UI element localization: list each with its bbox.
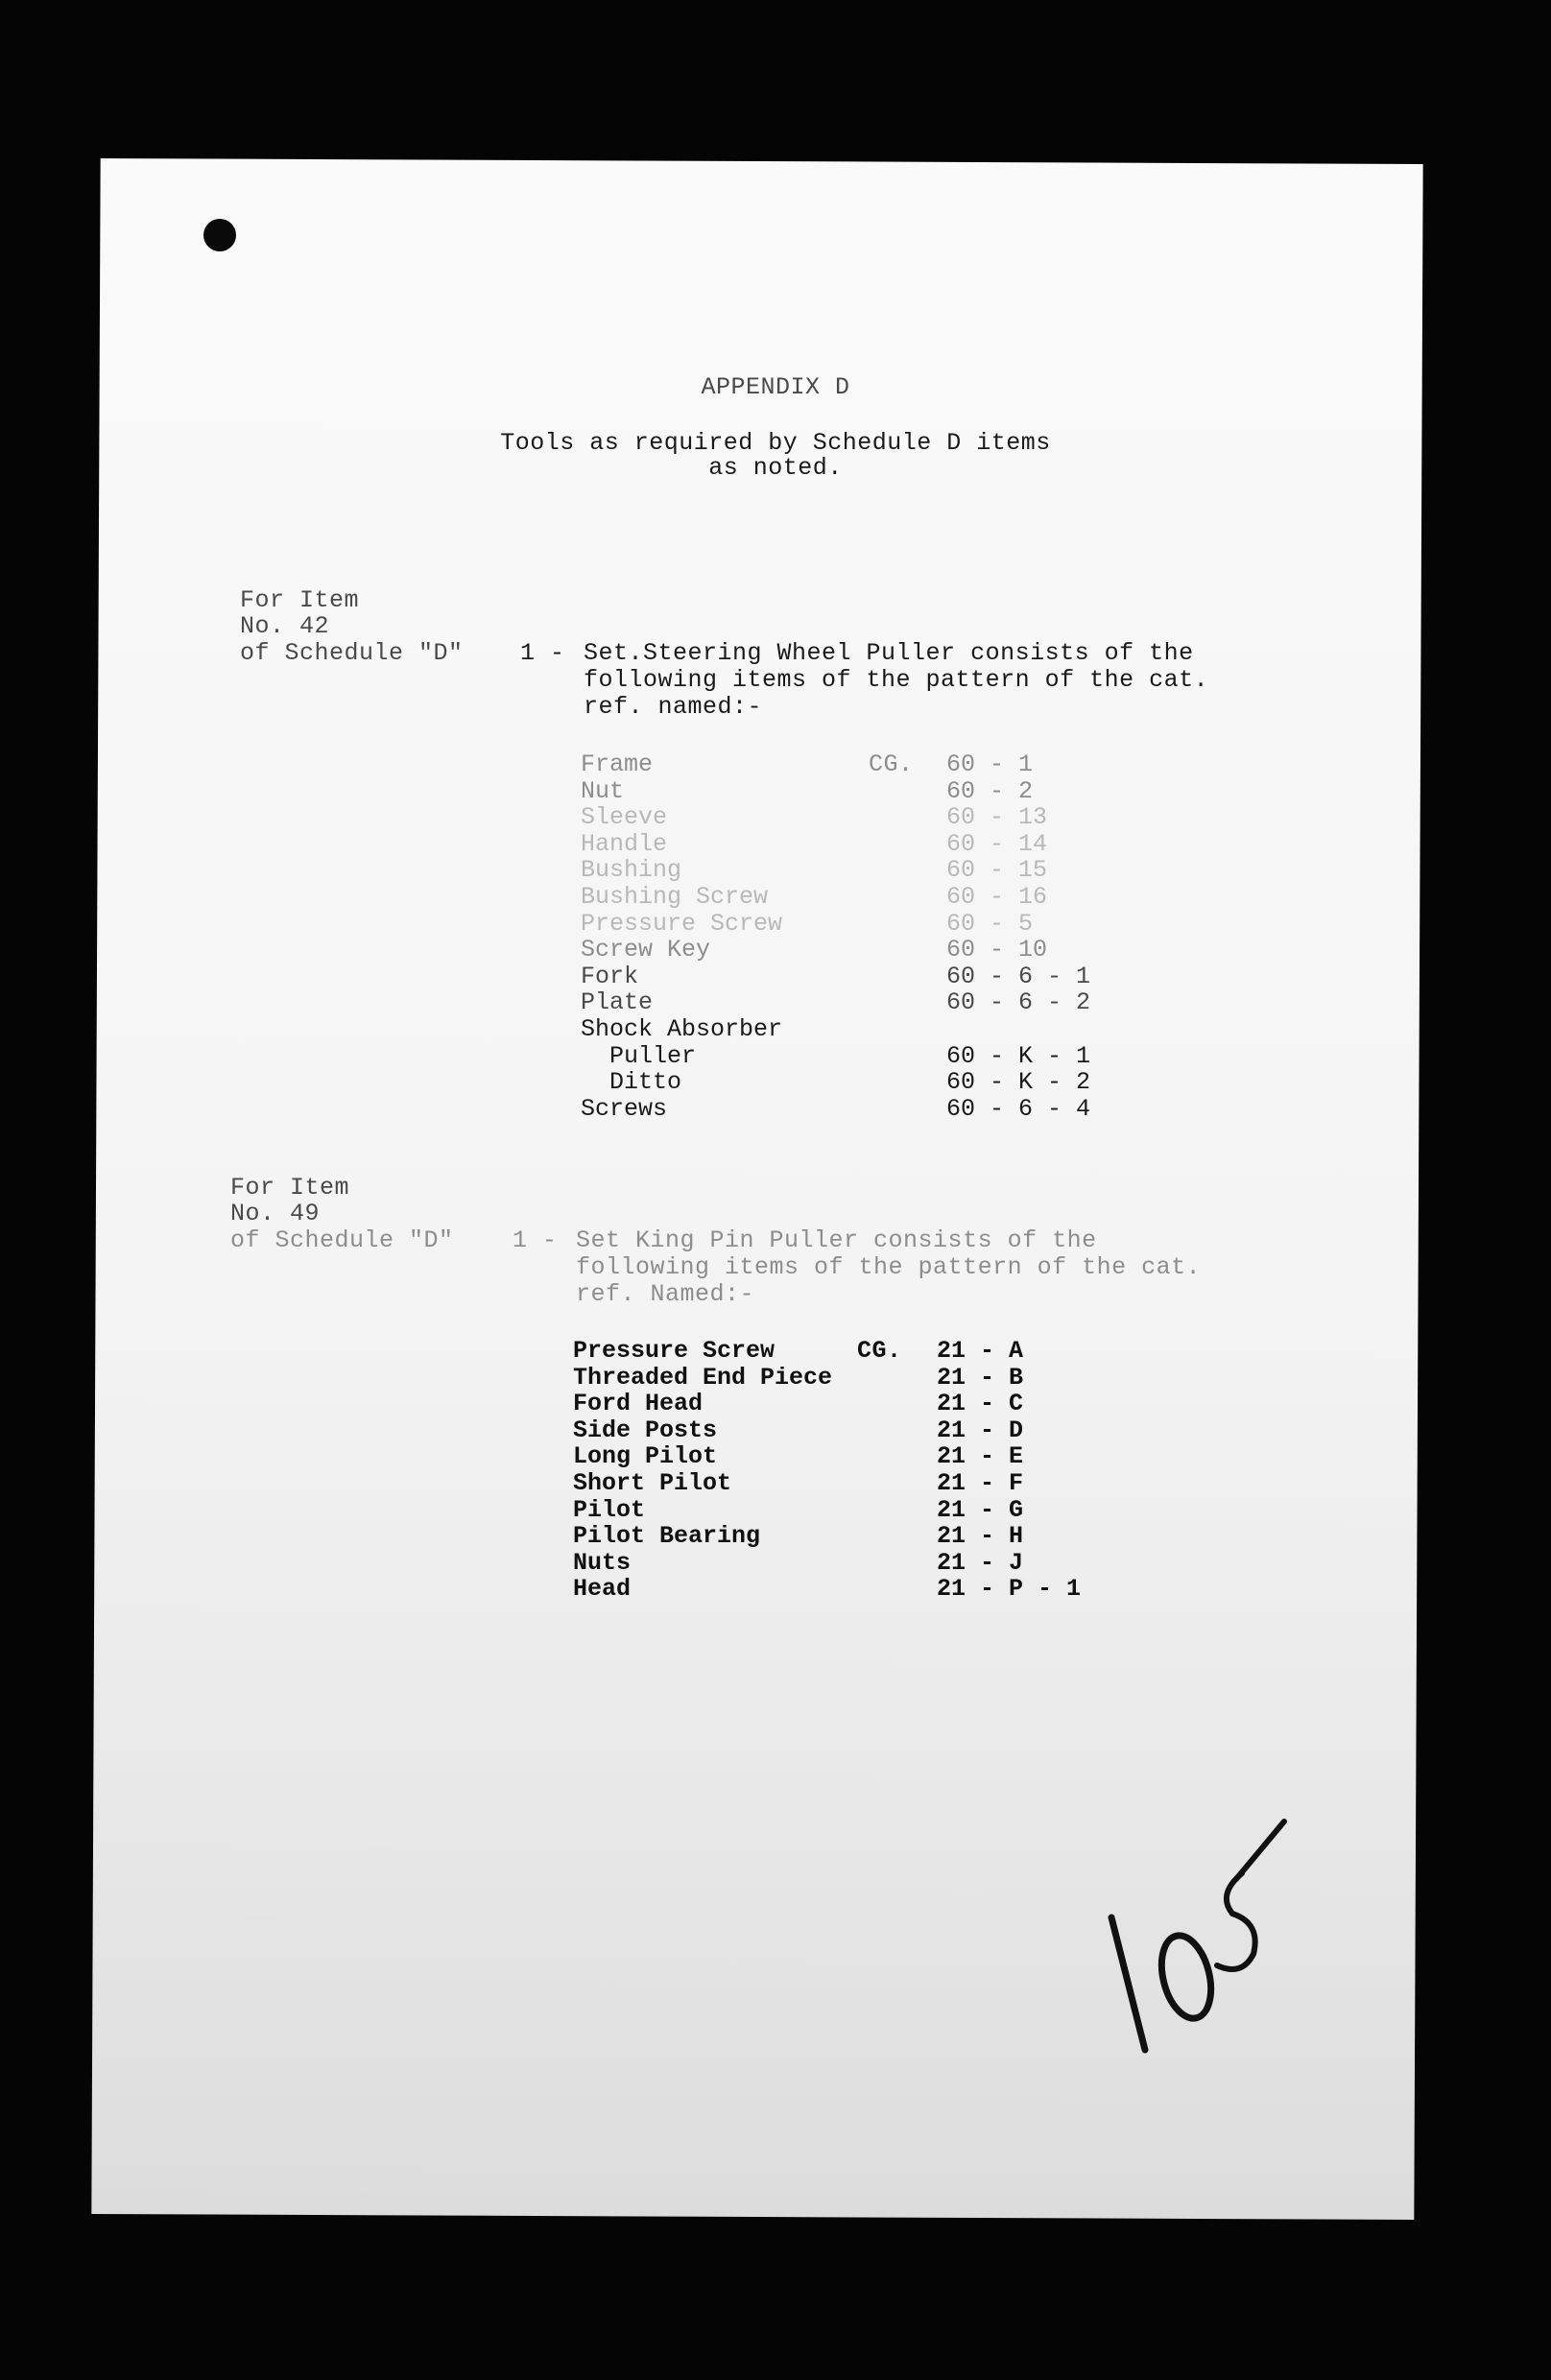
appendix-subtitle-line2: as noted. <box>708 454 843 482</box>
part-catalogue-ref: 60 - 1 <box>946 750 1034 778</box>
part-catalogue-ref: 21 - C <box>937 1390 1024 1418</box>
part-name: Short Pilot <box>573 1469 732 1497</box>
part-catalogue-ref: 21 - H <box>937 1522 1024 1551</box>
part-name: Ditto <box>581 1068 682 1097</box>
part-name: Frame <box>581 750 654 778</box>
appendix-subtitle-line1: Tools as required by Schedule D items <box>500 429 1051 457</box>
part-catalogue-ref: 21 - P - 1 <box>937 1575 1082 1604</box>
part-name: Pilot <box>573 1495 646 1524</box>
part-name: Threaded End Piece <box>573 1363 833 1392</box>
part-name: Pressure Screw <box>581 909 783 938</box>
item-ref-line1: For Item <box>240 586 360 614</box>
part-name: Nut <box>581 776 625 805</box>
part-catalogue-ref: 60 - 5 <box>946 909 1034 938</box>
part-name: Long Pilot <box>573 1442 718 1471</box>
part-catalogue-ref: 60 - 13 <box>946 803 1048 832</box>
part-name: Ford Head <box>573 1390 704 1418</box>
part-catalogue-ref: 21 - A <box>937 1337 1024 1365</box>
part-catalogue-ref: 60 - 6 - 1 <box>946 962 1091 990</box>
item-ref-line2: No. 42 <box>240 612 330 640</box>
part-catalogue-ref: 60 - K - 2 <box>946 1068 1091 1097</box>
part-catalogue-ref: 21 - B <box>937 1363 1024 1392</box>
part-name: Fork <box>581 962 639 990</box>
part-name: Shock Absorber <box>581 1015 783 1043</box>
part-name: Pressure Screw <box>573 1337 776 1365</box>
catalogue-label: CG. <box>869 750 914 778</box>
part-catalogue-ref: 21 - E <box>937 1442 1024 1471</box>
part-name: Screws <box>581 1094 668 1123</box>
item-description-line1: Set King Pin Puller consists of the <box>576 1226 1097 1254</box>
item-description-line2: following items of the pattern of the cat. <box>584 666 1209 694</box>
part-catalogue-ref: 60 - 10 <box>946 936 1048 964</box>
part-name: Bushing <box>581 856 682 885</box>
item-description-line3: ref. named:- <box>584 693 763 721</box>
part-name: Plate <box>581 988 654 1017</box>
appendix-title: APPENDIX D <box>701 373 850 401</box>
part-catalogue-ref: 60 - 16 <box>946 883 1048 911</box>
item-description-line3: ref. Named:- <box>576 1280 755 1308</box>
item-ref-line2: No. 49 <box>230 1200 321 1227</box>
item-ref-line1: For Item <box>230 1174 350 1202</box>
part-name: Handle <box>581 829 668 858</box>
part-catalogue-ref: 60 - 6 - 4 <box>946 1094 1091 1123</box>
item-description-line2: following items of the pattern of the cat. <box>576 1253 1202 1281</box>
part-catalogue-ref: 60 - 15 <box>946 856 1048 885</box>
part-name: Puller <box>581 1041 697 1070</box>
item-ref-line3: of Schedule "D" <box>240 639 464 667</box>
part-catalogue-ref: 21 - D <box>937 1416 1024 1444</box>
part-name: Nuts <box>573 1548 632 1577</box>
part-name: Screw Key <box>581 936 711 964</box>
part-catalogue-ref: 21 - F <box>937 1469 1024 1497</box>
part-catalogue-ref: 60 - 2 <box>946 776 1034 805</box>
part-name: Pilot Bearing <box>573 1522 761 1551</box>
part-name: Sleeve <box>581 803 668 832</box>
part-catalogue-ref: 60 - 6 - 2 <box>946 988 1091 1017</box>
handwritten-page-number <box>1073 1812 1303 2061</box>
catalogue-label: CG. <box>857 1337 902 1365</box>
item-ref-line3: of Schedule "D" <box>230 1226 454 1254</box>
part-catalogue-ref: 21 - J <box>937 1548 1024 1577</box>
item-quantity: 1 - <box>513 1226 558 1254</box>
item-description-line1: Set.Steering Wheel Puller consists of the <box>584 639 1194 667</box>
part-name: Head <box>573 1575 632 1604</box>
part-catalogue-ref: 21 - G <box>937 1495 1024 1524</box>
item-quantity: 1 - <box>520 639 565 667</box>
part-name: Side Posts <box>573 1416 718 1444</box>
part-catalogue-ref: 60 - K - 1 <box>946 1041 1091 1070</box>
punch-hole <box>203 219 236 251</box>
part-name: Bushing Screw <box>581 883 769 911</box>
part-catalogue-ref: 60 - 14 <box>946 829 1048 858</box>
